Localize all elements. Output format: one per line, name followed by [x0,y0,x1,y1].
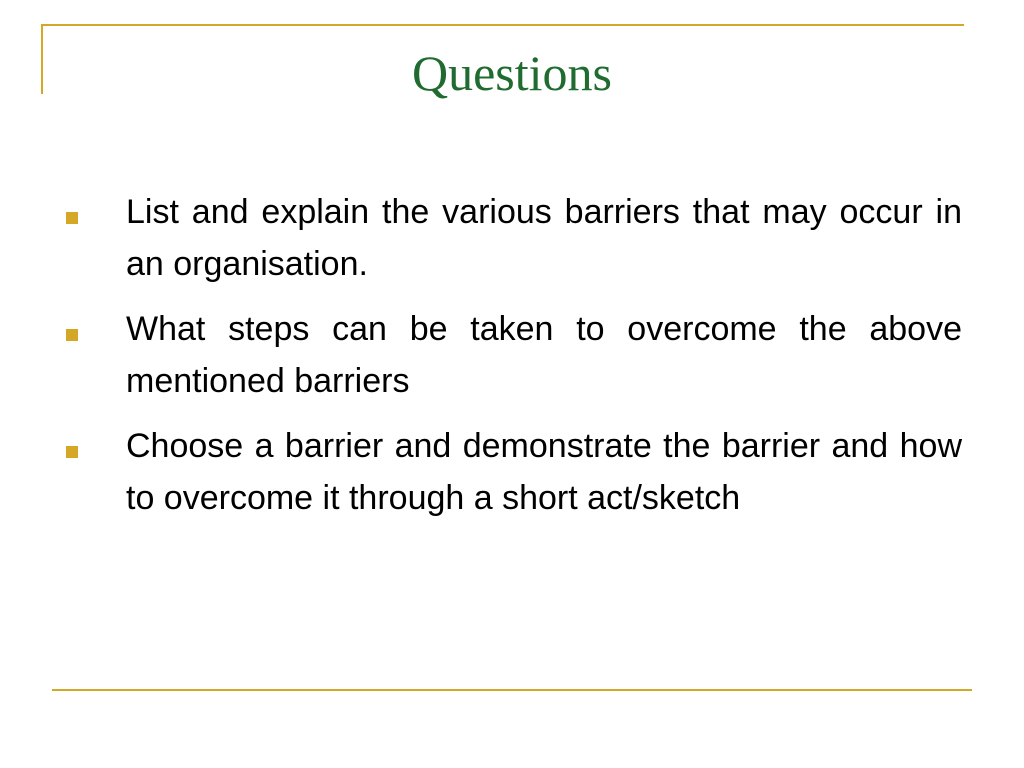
square-bullet-icon [66,212,78,224]
frame-bottom-rule [52,689,972,691]
slide-title: Questions [412,45,612,101]
bullet-item [62,186,962,290]
square-bullet-icon [66,446,78,458]
bullet-item [62,420,962,524]
bullet-item [62,303,962,407]
bullet-list [62,186,962,537]
square-bullet-icon [66,329,78,341]
bullet-text: List and explain the various barriers that may occur in an organisation. [126,193,962,283]
bullet-text: Choose a barrier and demonstrate the barrier and how to overcome it through a short act/sketch [126,427,962,517]
frame-top-rule [41,24,964,26]
bullet-text: What steps can be taken to overcome the above mentioned barriers [126,310,962,400]
